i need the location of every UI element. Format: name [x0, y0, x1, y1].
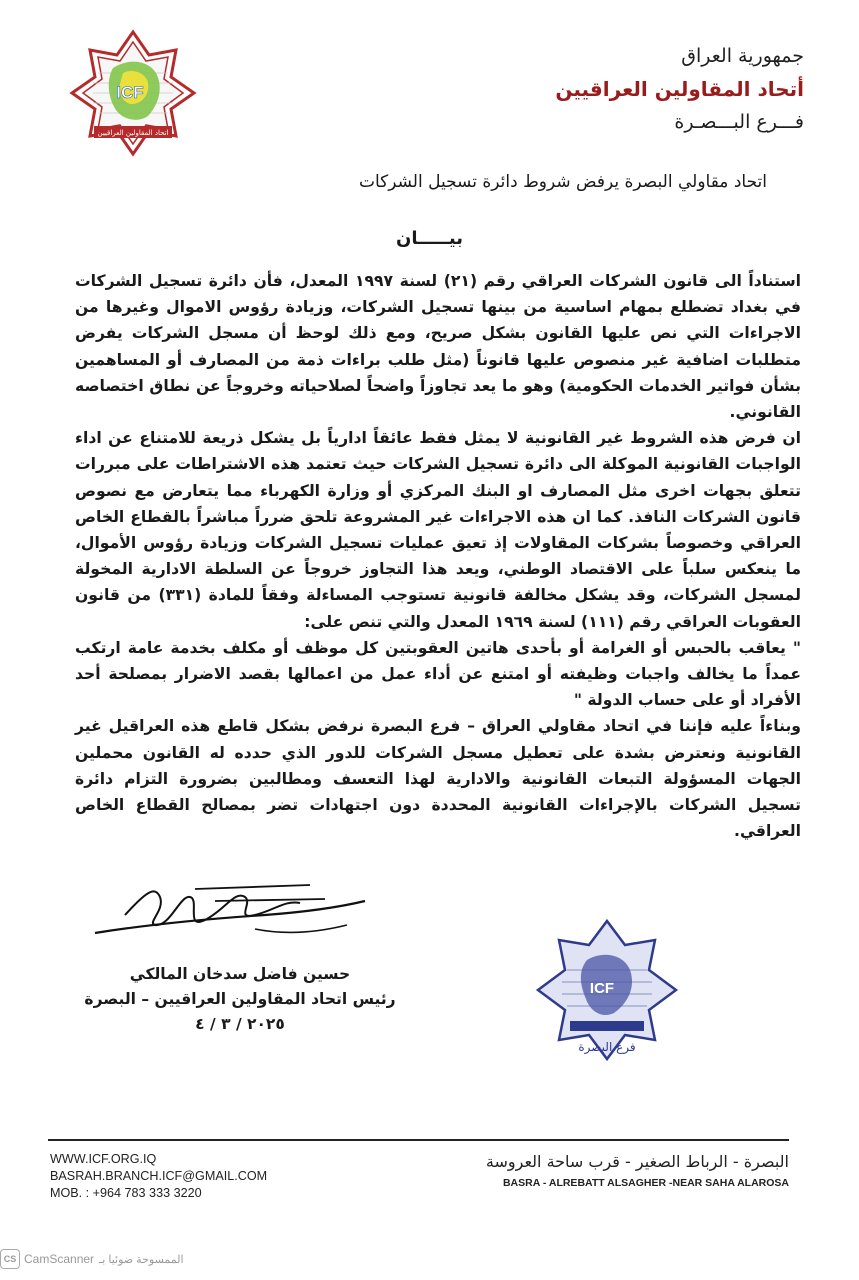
- signer-block: [80, 962, 400, 1037]
- website-link[interactable]: WWW.ICF.ORG.IQ: [50, 1152, 157, 1166]
- camscanner-icon: CS: [0, 1249, 20, 1269]
- handwritten-signature: [85, 875, 370, 955]
- footer-address: [486, 1152, 789, 1189]
- statement-body: [75, 268, 801, 844]
- logo-caption: اتحاد المقاولين العراقيين: [97, 129, 169, 137]
- branch-name: فـــرع البـــصـرة: [674, 111, 804, 133]
- statement-heading: بيـــــان: [396, 228, 463, 249]
- paragraph-1: استناداً الى قانون الشركات العراقي رقم (٢١) لسنة ١٩٩٧ المعدل، فأن دائرة تسجيل الشركات في بغداد تضطلع بمهام اساسية من بينها تسجيل الشركات، وزيادة رؤوس الاموال وغيرها من الاجراءات التي نص عليها القانون بشكل صريح، ومع ذلك لوحظ أن مسجل الشركات يفرض متطلبات اضافية غير منصوص عليها قانوناً (مثل طلب براءات ذمة من المصارف أو المساهمين بشأن فواتير الخدمات الحكومية) وهو ما يعد تجاوزاً واضحاً لصلاحياته وخروجاً عن نطاق اختصاصه القانوني.: [75, 272, 802, 422]
- country-name: جمهورية العراق: [681, 45, 804, 67]
- footer-divider: [48, 1139, 789, 1141]
- signer-title: رئيس اتحاد المقاولين العراقيين – البصرة: [84, 990, 396, 1008]
- stamp-caption: فرع البصرة: [578, 1040, 636, 1054]
- letterhead: [484, 40, 804, 139]
- address-arabic: البصرة - الرباط الصغير - قرب ساحة العروسة: [485, 1152, 789, 1171]
- icf-logo: [68, 28, 198, 158]
- email-link[interactable]: BASRAH.BRANCH.ICF@GMAIL.COM: [50, 1169, 268, 1183]
- official-stamp: [532, 915, 682, 1065]
- union-name: أتحاد المقاولين العراقيين: [555, 77, 804, 101]
- signer-name: حسين فاضل سدخان المالكي: [129, 965, 351, 983]
- paragraph-quote: " يعاقب بالحبس أو الغرامة أو بأحدى هاتين العقوبتين كل موظف أو مكلف بخدمة عامة ارتكب عمداً ما يخالف واجبات وظيفته أو امتنع عن أداء عمل من اعمالها بقصد الاضرار بمصلحة أحد الأفراد أو على حساب الدولة ": [75, 638, 801, 710]
- phone-number: MOB. : +964 783 333 3220: [50, 1186, 202, 1200]
- paragraph-2: ان فرض هذه الشروط غير القانونية لا يمثل فقط عائقاً ادارياً بل يشكل ذريعة للامتناع عن اداء الواجبات القانونية الموكلة الى دائرة تسجيل الشركات حيث تعتمد هذه الاشتراطات على مبررات تتعلق بجهات اخرى مثل المصارف او البنك المركزي أو وزارة الكهرباء مما يتعارض مع نصوص قانون الشركات النافذ. كما ان هذه الاجراءات غير المشروعة تلحق ضرراً مباشراً بالقطاع الخاص العراقي وخصوصاً بشركات المقاولات إذ تعيق عمليات تسجيل الشركات وزيادة رؤوس الأموال، ما ينعكس سلباً على الاقتصاد الوطني، ويعد هذا التجاوز خروجاً عن السلطة الادارية المخولة لمسجل الشركات، وقد يشكل مخالفة قانونية تستوجب المساءلة وفقاً للمادة (٣٣١) من قانون العقوبات العراقي رقم (١١١) لسنة ١٩٦٩ المعدل والتي تنص على:: [75, 429, 801, 631]
- stamp-logo-text: ICF: [589, 980, 615, 997]
- footer-contact: [50, 1151, 267, 1202]
- camscanner-arabic-label: الممسوحة ضوئيا بـ: [99, 1253, 184, 1266]
- logo-text: ICF: [116, 83, 144, 102]
- paragraph-conclusion: وبناءاً عليه فإننا في اتحاد مقاولي العراق – فرع البصرة نرفض بشكل قاطع هذه العراقيل غير القانونية ونعترض بشدة على تعطيل مسجل الشركات للدور الذي حدده له القانون محملين الجهات المسؤولة التبعات القانونية والادارية لهذا التعسف ومطالبين بضرورة التزام دائرة تسجيل الشركات بالإجراءات القانونية المحددة دون اجتهادات تضر بمصالح القطاع الخاص العراقي.: [75, 717, 801, 841]
- subject-line: اتحاد مقاولي البصرة يرفض شروط دائرة تسجيل الشركات: [358, 172, 767, 192]
- signature-date: ٢٠٢٥ / ٣ / ٤: [195, 1015, 285, 1033]
- camscanner-watermark: [0, 1248, 184, 1270]
- address-english: BASRA - ALREBATT ALSAGHER -NEAR SAHA ALAROSA: [502, 1177, 789, 1189]
- camscanner-name: CamScanner: [24, 1252, 95, 1266]
